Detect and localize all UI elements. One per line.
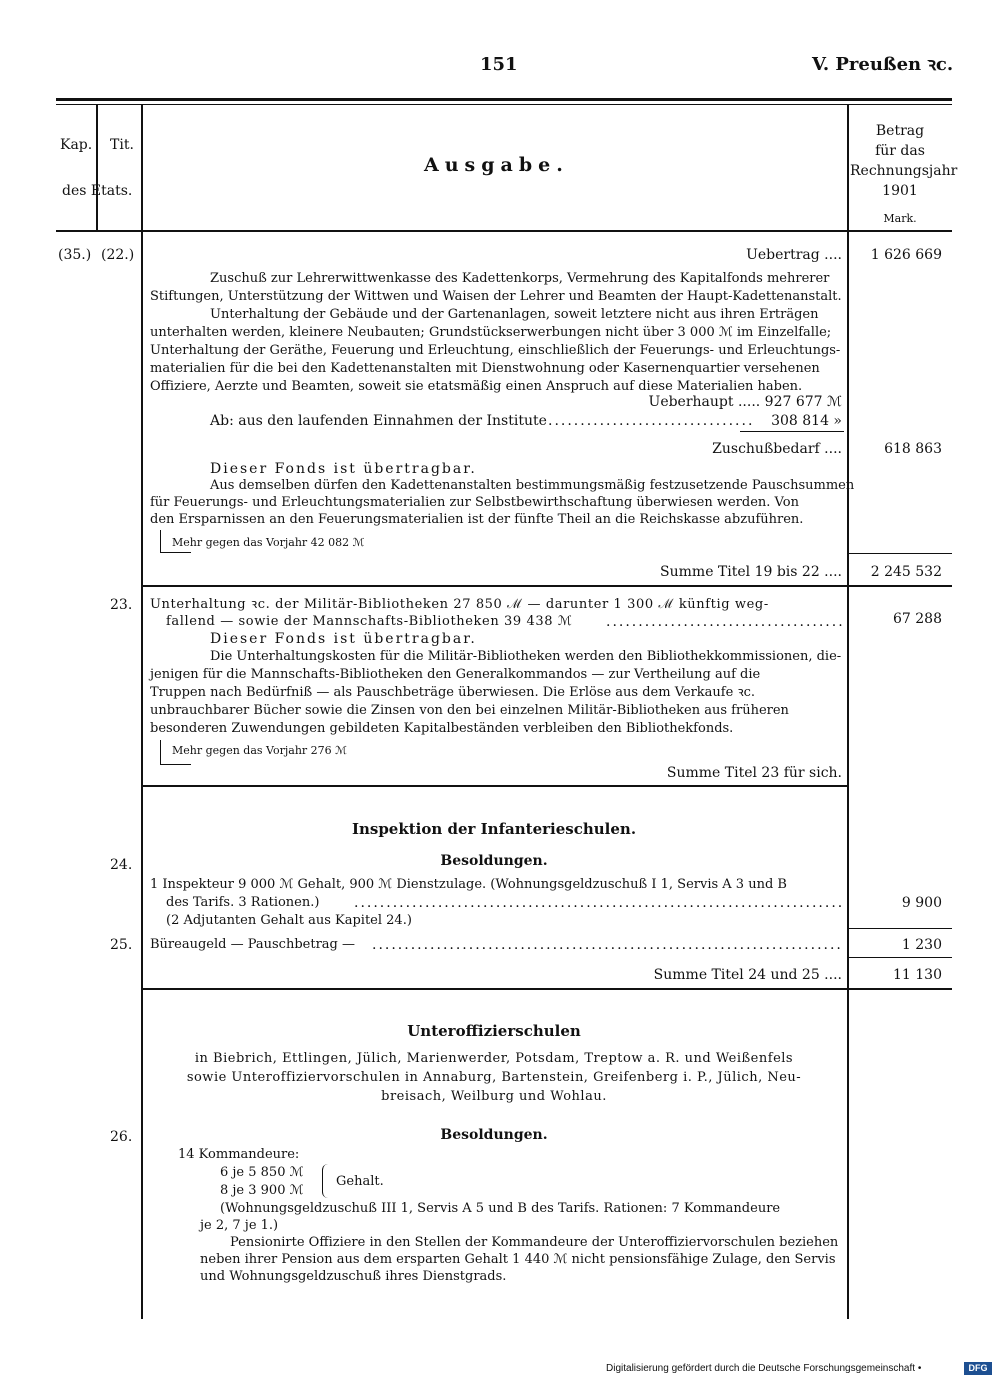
ausgabe-heading: Ausgabe. — [424, 154, 569, 176]
sec1-note-2: für Feuerungs- und Erleuchtungsmaterialien zur Selbstbewirthschaftung überwiesen werden. Von — [150, 495, 799, 510]
summe-19-22-value: 2 245 532 — [870, 564, 942, 580]
ueberhaupt-line: Ueberhaupt ..... 927 677 ℳ — [648, 394, 842, 410]
sec3-line-1: 1 Inspekteur 9 000 ℳ Gehalt, 900 ℳ Dienstzulage. (Wohnungsgeldzuschuß I 1, Servis A 3 und B — [150, 877, 787, 892]
sec4-line-6: Pensionirte Offiziere in den Stellen der Kommandeure der Unteroffiziervorschulen beziehen — [230, 1235, 839, 1250]
sec4-line-8: und Wohnungsgeldzuschuß ihres Dienstgrads. — [200, 1269, 507, 1284]
besoldungen-heading-2: Besoldungen. — [440, 1127, 548, 1143]
infanterie-heading: Inspektion der Infanterieschulen. — [351, 820, 637, 838]
sec2-line-2: fallend — sowie der Mannschafts-Bibliotheken 39 438 ℳ — [166, 614, 573, 629]
header-top-rule — [56, 98, 952, 101]
summe-24-25-value: 11 130 — [893, 967, 942, 983]
sec4-line-7: neben ihrer Pension aus dem ersparten Gehalt 1 440 ℳ nicht pensionsfähige Zulage, den Servis — [200, 1252, 836, 1267]
tit-23: 23. — [110, 597, 133, 613]
ab-value: 308 814 » — [771, 413, 842, 429]
sec4-line-2: 6 je 5 850 ℳ — [220, 1165, 304, 1180]
unteroffizier-sub-1: in Biebrich, Ettlingen, Jülich, Marienwerder, Potsdam, Treptow a. R. und Weißenfels — [194, 1051, 794, 1066]
sec1-line-6: materialien für die bei den Kadettenanstalten mit Dienstwohnung oder Kasernenquartier versehenen — [150, 361, 820, 376]
value-25: 1 230 — [901, 937, 942, 953]
amount-heading-2: für das — [875, 143, 925, 159]
page-number: 151 — [480, 54, 518, 75]
amount-heading-1: Betrag — [875, 123, 925, 139]
zuschuss-value: 618 863 — [884, 441, 942, 457]
column-divider-kap — [96, 104, 98, 230]
sec4-line-1: 14 Kommandeure: — [178, 1147, 300, 1162]
section-rule-2 — [141, 785, 847, 787]
sec2-note-5: besonderen Zuwendungen gebildeten Kapitalbeständen verbleiben den Bibliothekfonds. — [150, 721, 734, 736]
zuschuss-label: Zuschußbedarf .... — [712, 441, 842, 457]
sec2-value: 67 288 — [893, 611, 942, 627]
value-24: 9 900 — [901, 895, 942, 911]
sec2-fonds-note: Dieser Fonds ist übertragbar. — [210, 631, 477, 647]
summe-23-label: Summe Titel 23 für sich. — [666, 765, 842, 781]
sec2-note-4: unbrauchbarer Bücher sowie die Zinsen von den bei einzelnen Militär-Bibliotheken aus früheren — [150, 703, 789, 718]
sec1-note-1: Aus demselben dürfen den Kadettenanstalten bestimmungsmäßig festzusetzende Pauschsummen — [210, 478, 855, 493]
unteroffizier-sub-3: breisach, Weilburg und Wohlau. — [381, 1089, 607, 1104]
column-divider-amount — [847, 104, 849, 1319]
sec2-leader — [606, 613, 842, 631]
sec1-fonds-note: Dieser Fonds ist übertragbar. — [210, 461, 477, 477]
currency-heading: Mark. — [883, 212, 917, 225]
header-top-rule-thin — [56, 104, 952, 105]
sec3-line-3: (2 Adjutanten Gehalt aus Kapitel 24.) — [166, 913, 412, 928]
sec3-line-2: des Tarifs. 3 Rationen.) — [166, 895, 320, 910]
tit-25: 25. — [110, 937, 133, 953]
sec1-line-5: Unterhaltung der Geräthe, Feuerung und Erleuchtung, einschließlich der Feuerungs- und Erleuchtungs- — [150, 343, 841, 358]
running-title: V. Preußen ꝛc. — [812, 54, 954, 75]
sec1-line-1: Zuschuß zur Lehrerwittwenkasse des Kadettenkorps, Vermehrung des Kapitalfonds mehrerer — [210, 271, 830, 286]
sec1-line-7: Offiziere, Aerzte und Beamten, soweit sie etatsmäßig einen Anspruch auf diese Materialien haben. — [150, 379, 803, 394]
tit-22: (22.) — [101, 247, 135, 263]
line-25: Büreaugeld — Pauschbetrag — — [150, 937, 355, 952]
gehalt-brace — [322, 1164, 331, 1198]
ab-leader — [548, 412, 753, 430]
sec2-note-2: jenigen für die Mannschafts-Bibliotheken den Generalkommandos — zur Vertheilung auf die — [150, 667, 761, 682]
sec3-leader-2 — [372, 936, 842, 954]
uebertrag-label: Uebertrag .... — [746, 247, 842, 263]
sec2-note-3: Truppen nach Bedürfniß — als Pauschbeträge überwiesen. Die Erlöse aus dem Verkaufe ꝛc. — [150, 685, 756, 700]
header-bottom-rule — [56, 230, 952, 232]
tit-heading: Tit. — [110, 137, 134, 153]
sec3-leader-1 — [354, 894, 842, 912]
section-rule-1 — [141, 585, 952, 587]
besoldungen-heading-1: Besoldungen. — [440, 853, 548, 869]
dfg-logo: DFG — [964, 1362, 992, 1375]
amount-rule-3 — [849, 957, 952, 958]
tit-26: 26. — [110, 1129, 133, 1145]
sec1-note-3: den Ersparnissen an den Feuerungsmaterialien ist der fünfte Theil an die Reichskasse abzuführen. — [150, 512, 804, 527]
amount-rule-1 — [849, 553, 952, 554]
tit-24: 24. — [110, 857, 133, 873]
dfg-credit: Digitalisierung gefördert durch die Deutsche Forschungsgemeinschaft • — [606, 1363, 922, 1374]
amount-rule-2 — [849, 928, 952, 929]
sec2-note-1: Die Unterhaltungskosten für die Militär-Bibliotheken werden den Bibliothekkommissionen, die- — [210, 649, 842, 664]
sec4-line-5: je 2, 7 je 1.) — [200, 1218, 279, 1233]
sec4-line-4: (Wohnungsgeldzuschuß III 1, Servis A 5 und B des Tarifs. Rationen: 7 Kommandeure — [220, 1201, 781, 1216]
mehr-note-2: Mehr gegen das Vorjahr 276 ℳ — [172, 744, 347, 757]
sec2-line-1: Unterhaltung ꝛc. der Militär-Bibliotheken 27 850 ℳ — darunter 1 300 ℳ künftig weg- — [150, 597, 769, 612]
kap-heading: Kap. — [60, 137, 93, 153]
sec1-line-4: unterhalten werden, kleinere Neubauten; Grundstückserwerbungen nicht über 3 000 ℳ im Einzelfalle; — [150, 325, 832, 340]
summe-19-22-label: Summe Titel 19 bis 22 .... — [660, 564, 842, 580]
amount-heading-3: Rechnungsjahr — [850, 163, 958, 179]
unteroffizier-heading: Unteroffizierschulen — [407, 1022, 581, 1040]
sec1-line-2: Stiftungen, Unterstützung der Wittwen und Waisen der Lehrer und Beamten der Haupt-Kadettenanstalt. — [150, 289, 842, 304]
sec1-line-3: Unterhaltung der Gebäude und der Gartenanlagen, soweit letztere nicht aus ihren Erträgen — [210, 307, 819, 322]
amount-heading-4: 1901 — [882, 183, 918, 199]
summe-24-25-label: Summe Titel 24 und 25 .... — [653, 967, 842, 983]
ab-underline — [740, 431, 844, 432]
des-etats-heading: des Etats. — [62, 183, 133, 199]
gehalt-label: Gehalt. — [336, 1174, 384, 1189]
sec4-line-3: 8 je 3 900 ℳ — [220, 1183, 304, 1198]
unteroffizier-sub-2: sowie Unteroffiziervorschulen in Annaburg, Bartenstein, Greifenberg i. P., Jülich, Neu- — [186, 1070, 802, 1085]
uebertrag-value: 1 626 669 — [870, 247, 942, 263]
ab-label: Ab: aus den laufenden Einnahmen der Institute — [210, 413, 547, 429]
mehr-note-1: Mehr gegen das Vorjahr 42 082 ℳ — [172, 536, 365, 549]
section-rule-3 — [141, 988, 952, 990]
kap-35: (35.) — [58, 247, 92, 263]
